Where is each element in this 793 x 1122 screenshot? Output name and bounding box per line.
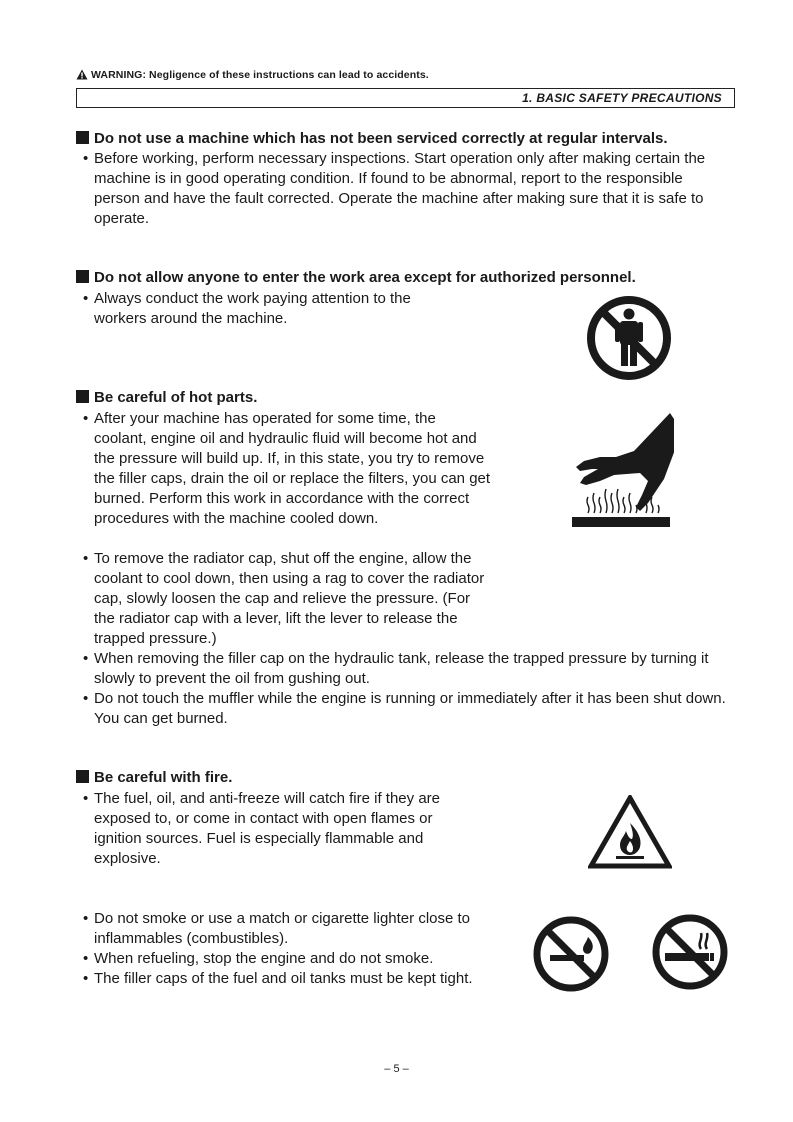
- heading-serviced: Do not use a machine which has not been serviced correctly at regular intervals.: [76, 129, 668, 149]
- square-bullet-icon: [76, 390, 89, 403]
- flammable-triangle-icon: [588, 795, 672, 869]
- square-bullet-icon: [76, 131, 89, 144]
- list-item: • The fuel, oil, and anti-freeze will catch fire if they are exposed to, or come in contact with open flames or ignition sources. Fuel is especially flammable and explosive.: [83, 790, 440, 867]
- list-item: • To remove the radiator cap, shut off the engine, allow the coolant to cool down, then using a rag to cover the radiator cap, slowly loosen the cap and relieve the pressure. (For the radiator cap with a lever, lift the lever to release the trapped pressure.): [83, 550, 485, 647]
- list-item: • When refueling, stop the engine and do not smoke.: [83, 950, 434, 967]
- list-item: • After your machine has operated for some time, the coolant, engine oil and hydraulic fluid will become hot and the pressure will build up. If, in this state, you try to remove the filler caps, drain the oil or replace the filters, you can get burned. Perform this work in accordance with the correct procedures with the machine cooled down.: [83, 410, 491, 527]
- no-smoking-icon: [651, 913, 729, 991]
- list-item: • Before working, perform necessary inspections. Start operation only after making certain the machine is in good operating condition. If found to be abnormal, report to the responsible person and have the fault corrected. Operate the machine after making sure that it is safe to operate.: [83, 150, 706, 227]
- section-title-box: [76, 88, 735, 108]
- warning-text: WARNING: Negligence of these instructions can lead to accidents.: [91, 69, 429, 81]
- page-number: – 5 –: [384, 1063, 409, 1075]
- no-open-flame-icon: [532, 915, 610, 993]
- square-bullet-icon: [76, 770, 89, 783]
- hot-surface-hand-icon: [570, 411, 674, 529]
- heading-fire: Be careful with fire.: [76, 768, 232, 788]
- warning-triangle-icon: [76, 69, 88, 80]
- list-item: • Do not touch the muffler while the engine is running or immediately after it has been shut down. You can get burned.: [83, 690, 726, 727]
- list-item: • When removing the filler cap on the hydraulic tank, release the trapped pressure by turning it slowly to prevent the oil from gushing out.: [83, 650, 709, 687]
- section-title: 1. BASIC SAFETY PRECAUTIONS: [522, 91, 722, 105]
- warning-banner: [76, 69, 429, 81]
- square-bullet-icon: [76, 270, 89, 283]
- no-entry-person-icon: [585, 294, 673, 382]
- heading-hot-parts: Be careful of hot parts.: [76, 388, 257, 408]
- list-item: • Always conduct the work paying attention to the workers around the machine.: [83, 290, 411, 327]
- list-item: • Do not smoke or use a match or cigarette lighter close to inflammables (combustibles).: [83, 910, 471, 947]
- heading-authorized: Do not allow anyone to enter the work area except for authorized personnel.: [76, 268, 636, 288]
- list-item: • The filler caps of the fuel and oil tanks must be kept tight.: [83, 970, 473, 987]
